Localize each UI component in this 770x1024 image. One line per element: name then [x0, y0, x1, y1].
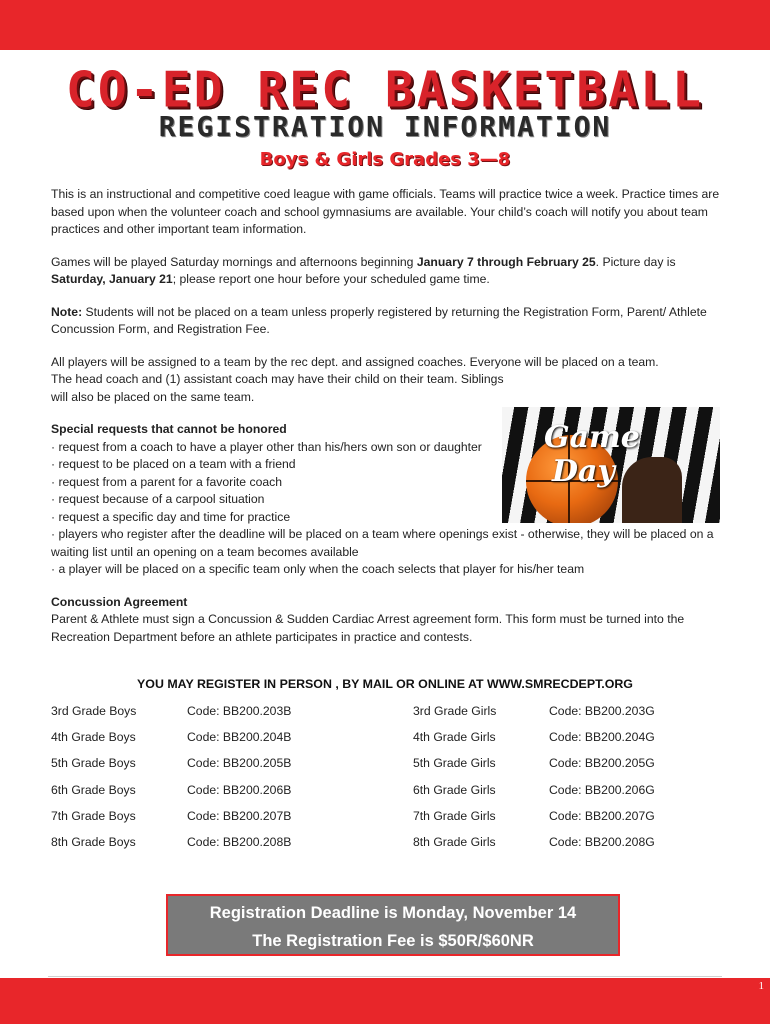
games-text-1: Games will be played Saturday mornings and afternoons beginning [51, 254, 417, 269]
games-paragraph [51, 254, 723, 289]
boys-code: Code: BB200.206B [187, 782, 292, 797]
game-day-logo [544, 421, 640, 489]
girls-code: Code: BB200.207G [549, 808, 655, 823]
picture-day: Saturday, January 21 [51, 272, 173, 286]
game-day-image [502, 407, 720, 523]
deadline-box [166, 894, 620, 956]
games-text-2: . Picture day is [595, 254, 676, 269]
boys-grade: 6th Grade Boys [51, 782, 136, 797]
list-item: · request to be placed on a team with a friend [51, 457, 296, 471]
list-item: · request because of a carpool situation [51, 492, 265, 506]
games-text-3: ; please report one hour before your scheduled game time. [172, 272, 490, 286]
girls-code: Code: BB200.205G [549, 756, 655, 771]
girls-code: Code: BB200.208G [549, 834, 655, 849]
boys-code: Code: BB200.205B [187, 756, 292, 771]
boys-code: Code: BB200.207B [187, 808, 292, 823]
list-item: · a player will be placed on a specific team only when the coach selects that player for his/her team [51, 562, 585, 576]
games-dates: January 7 through February 25 [416, 254, 596, 269]
concussion-text: Parent & Athlete must sign a Concussion & Sudden Cardiac Arrest agreement form. This form must be turned into the Recreation Department before an athlete participates in practice and contests. [51, 612, 685, 644]
girls-grade: 3rd Grade Girls [413, 704, 497, 718]
register-heading: YOU MAY REGISTER IN PERSON , BY MAIL OR ONLINE AT WWW.SMRECDEPT.ORG [137, 677, 633, 691]
table-row [51, 783, 691, 809]
grades-heading: Boys & Girls Grades 3—8 [259, 149, 511, 170]
list-item: · request a specific day and time for practice [51, 509, 291, 524]
intro-paragraph: This is an instructional and competitive coed league with game officials. Teams will practice twice a week. Practice times are based upon when the volunteer coach and school gymnasiums are available. Your child’s coach will notify you about team practices and other important team information. [51, 187, 720, 236]
table-row [51, 704, 691, 730]
top-red-banner [0, 0, 770, 50]
note-paragraph [51, 304, 723, 339]
girls-grade: 7th Grade Girls [413, 808, 496, 823]
registration-codes-table [51, 704, 691, 861]
list-item: · request from a parent for a favorite coach [51, 474, 282, 489]
fee-text: The Registration Fee is $50R/$60NR [252, 932, 534, 950]
assignment-line-1: All players will be assigned to a team by the rec dept. and assigned coaches. Everyone will be placed on a team. [51, 354, 659, 369]
boys-code: Code: BB200.208B [187, 834, 292, 849]
footer-divider [48, 976, 722, 977]
list-item: · players who register after the deadline will be placed on a team where openings exist - otherwise, they will be placed on a waiting list until an opening on a team becomes available [51, 527, 714, 559]
assignment-paragraph [51, 354, 723, 407]
girls-code: Code: BB200.204G [549, 730, 655, 745]
girls-grade: 4th Grade Girls [413, 730, 496, 745]
boys-grade: 7th Grade Boys [51, 808, 136, 823]
table-row [51, 835, 691, 861]
assignment-line-2: The head coach and (1) assistant coach may have their child on their team. Siblings will also be placed on the same team. [51, 372, 504, 404]
special-requests-heading: Special requests that cannot be honored [51, 422, 287, 436]
girls-code: Code: BB200.206G [549, 782, 655, 797]
boys-code: Code: BB200.203B [187, 704, 292, 718]
page-number: 1 [758, 980, 764, 992]
bottom-red-banner [0, 978, 770, 1024]
page-subtitle: REGISTRATION INFORMATION [158, 110, 612, 143]
page-title: CO-ED REC BASKETBALL [66, 61, 704, 119]
boys-grade: 3rd Grade Boys [51, 704, 137, 718]
girls-code: Code: BB200.203G [549, 704, 655, 718]
boys-grade: 4th Grade Boys [51, 730, 136, 745]
boys-code: Code: BB200.204B [187, 730, 292, 745]
girls-grade: 5th Grade Girls [413, 756, 496, 771]
boys-grade: 5th Grade Boys [51, 756, 136, 771]
girls-grade: 6th Grade Girls [413, 782, 496, 797]
table-row [51, 809, 691, 835]
girls-grade: 8th Grade Girls [413, 834, 496, 849]
list-item: · request from a coach to have a player other than his/hers own son or daughter [51, 439, 482, 454]
concussion-section [51, 594, 723, 647]
deadline-text: Registration Deadline is Monday, November 14 [209, 904, 577, 922]
note-label: Note: [51, 304, 83, 319]
concussion-heading: Concussion Agreement [51, 594, 188, 609]
note-text: Students will not be placed on a team unless properly registered by returning the Registration Form, Parent/ Athlete Concussion Form, and Registration Fee. [51, 304, 707, 336]
game-day-word-2: Day [552, 454, 615, 489]
boys-grade: 8th Grade Boys [51, 834, 136, 849]
table-row [51, 756, 691, 782]
table-row [51, 730, 691, 756]
game-day-word-1: Game [544, 420, 640, 455]
